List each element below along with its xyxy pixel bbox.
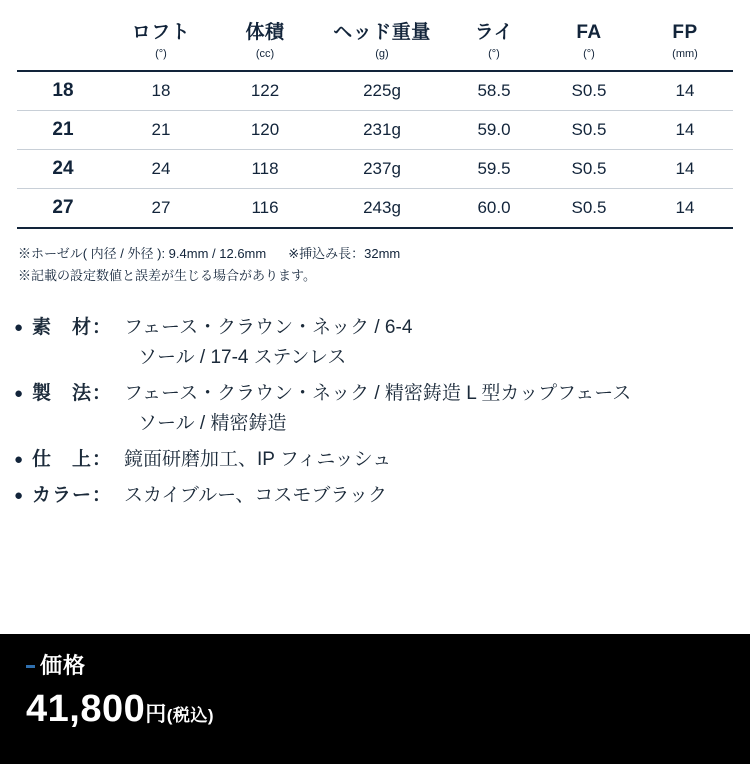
column-header-fp: FP (mm): [637, 14, 733, 71]
cell-loft: 18: [109, 71, 213, 111]
price-currency: 円: [145, 703, 167, 726]
table-header-row: [17, 14, 733, 71]
spec-label-finish: 仕 上：: [32, 449, 113, 470]
footnote-line-1: [18, 243, 732, 265]
cell-head-weight: 243g: [317, 189, 447, 229]
spec-sheet-page: [0, 14, 750, 764]
table-row: [17, 189, 733, 229]
cell-volume: 122: [213, 71, 317, 111]
bullet-icon: ●: [14, 451, 24, 468]
cell-loft: 24: [109, 150, 213, 189]
cell-lie: 60.0: [447, 189, 541, 229]
spec-value-finish: [124, 445, 736, 475]
cell-fp: 14: [637, 111, 733, 150]
table-footnotes: [18, 243, 732, 287]
cell-fa: S0.5: [541, 150, 637, 189]
table-row: [17, 71, 733, 111]
spec-table-head: [17, 14, 733, 71]
cell-lie: 58.5: [447, 71, 541, 111]
price-tax-note: (税込): [166, 706, 215, 725]
cell-lie: 59.5: [447, 150, 541, 189]
spec-label-material: 素 材：: [32, 317, 113, 338]
column-header-volume: 体積 (cc): [213, 14, 317, 71]
bullet-icon: ●: [14, 487, 24, 504]
spec-row-material: [14, 313, 736, 373]
spec-value-construction: [124, 379, 736, 439]
spec-value-line: スカイブルー、コスモブラック: [124, 485, 387, 506]
dash-icon: [26, 665, 35, 668]
footnote-line-2: ※記載の設定数値と誤差が生じる場合があります。: [18, 268, 316, 283]
cell-model: 24: [17, 150, 109, 189]
cell-loft: 27: [109, 189, 213, 229]
footnote-hosel: ※ホーゼル( 内径 / 外径 ): 9.4mm / 12.6mm: [18, 246, 267, 261]
price-value: 41,800: [26, 688, 146, 730]
cell-head-weight: 237g: [317, 150, 447, 189]
spec-label-color: カラー：: [32, 485, 113, 506]
column-header-loft: ロフト (°): [109, 14, 213, 71]
material-spec-list: [14, 313, 736, 511]
spec-value-color: [124, 481, 736, 511]
spec-value-line: ソール / 17-4 ステンレス: [138, 347, 347, 368]
spec-table: [17, 14, 733, 229]
price-amount-row: [26, 686, 750, 739]
cell-head-weight: 231g: [317, 111, 447, 150]
cell-head-weight: 225g: [317, 71, 447, 111]
spec-table-body: [17, 71, 733, 228]
cell-loft: 21: [109, 111, 213, 150]
spec-value-line: フェース・クラウン・ネック / 精密鋳造 L 型カップフェース: [124, 383, 632, 404]
cell-fa: S0.5: [541, 111, 637, 150]
spec-value-line: ソール / 精密鋳造: [138, 413, 287, 434]
cell-model: 27: [17, 189, 109, 229]
spec-value-line: フェース・クラウン・ネック / 6-4: [124, 317, 413, 338]
footnote-insert-length: ※挿込み長：32mm: [288, 246, 401, 261]
spec-value-line: 鏡面研磨加工、IP フィニッシュ: [124, 449, 392, 470]
price-title-row: [26, 652, 750, 680]
column-header-head-weight: ヘッド重量 (g): [317, 14, 447, 71]
cell-fp: 14: [637, 189, 733, 229]
cell-lie: 59.0: [447, 111, 541, 150]
cell-model: 18: [17, 71, 109, 111]
spec-row-color: [14, 481, 736, 511]
spec-row-finish: [14, 445, 736, 475]
cell-fp: 14: [637, 71, 733, 111]
column-header-lie: ライ (°): [447, 14, 541, 71]
spec-row-construction: [14, 379, 736, 439]
cell-volume: 118: [213, 150, 317, 189]
table-row: [17, 150, 733, 189]
cell-fa: S0.5: [541, 71, 637, 111]
table-row: [17, 111, 733, 150]
bullet-icon: ●: [14, 319, 24, 336]
column-header-model: [17, 14, 109, 71]
price-title: 価格: [40, 653, 87, 678]
cell-model: 21: [17, 111, 109, 150]
cell-volume: 116: [213, 189, 317, 229]
price-bar: [0, 634, 750, 764]
spec-value-material: [124, 313, 736, 373]
column-header-fa: FA (°): [541, 14, 637, 71]
cell-fp: 14: [637, 150, 733, 189]
spec-label-construction: 製 法：: [32, 383, 113, 404]
cell-volume: 120: [213, 111, 317, 150]
cell-fa: S0.5: [541, 189, 637, 229]
bullet-icon: ●: [14, 385, 24, 402]
